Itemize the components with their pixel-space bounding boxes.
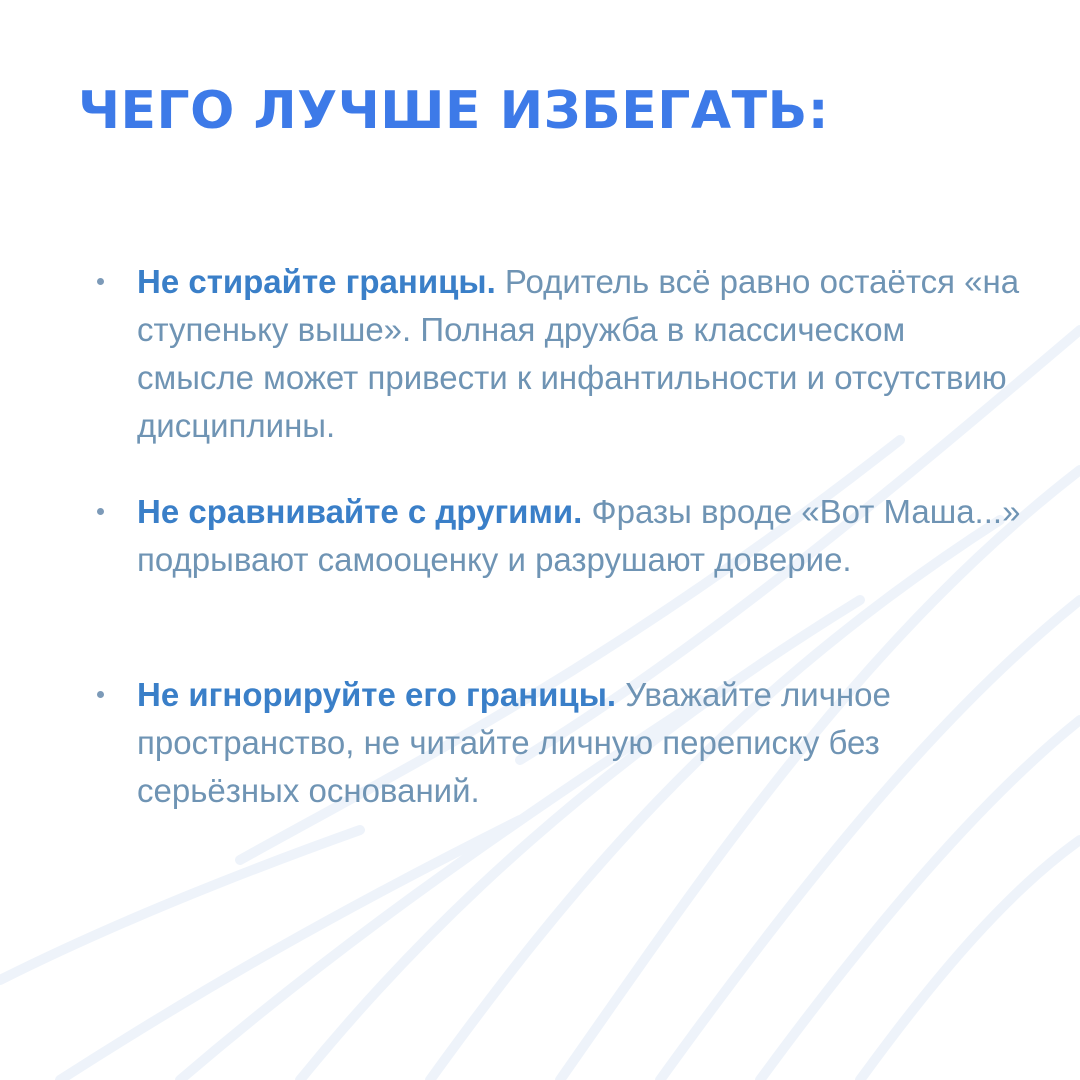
list-item-text	[137, 258, 1027, 450]
list-item-lead: Не стирайте границы.	[137, 263, 496, 300]
list-item	[97, 671, 1027, 815]
list-item-lead: Не игнорируйте его границы.	[137, 676, 617, 713]
list-item-text	[137, 488, 1027, 584]
list-item-body: Фразы вроде «Вот Маша...» подрывают самооценку и разрушают доверие.	[137, 493, 1021, 578]
bullet-icon	[97, 278, 104, 285]
page-title: ЧЕГО ЛУЧШЕ ИЗБЕГАТЬ:	[78, 81, 830, 141]
list-item	[97, 488, 1027, 584]
list-item-text	[137, 671, 1027, 815]
list-item-lead: Не сравнивайте с другими.	[137, 493, 583, 530]
list-item-body: Родитель всё равно остаётся «на ступеньку выше». Полная дружба в классическом смысле может привести к инфантильности и отсутствию дисциплины.	[137, 263, 1020, 444]
list-item-body: Уважайте личное пространство, не читайте личную переписку без серьёзных оснований.	[137, 676, 891, 809]
list-item	[97, 258, 1027, 450]
bullet-icon	[97, 691, 104, 698]
bullet-icon	[97, 508, 104, 515]
